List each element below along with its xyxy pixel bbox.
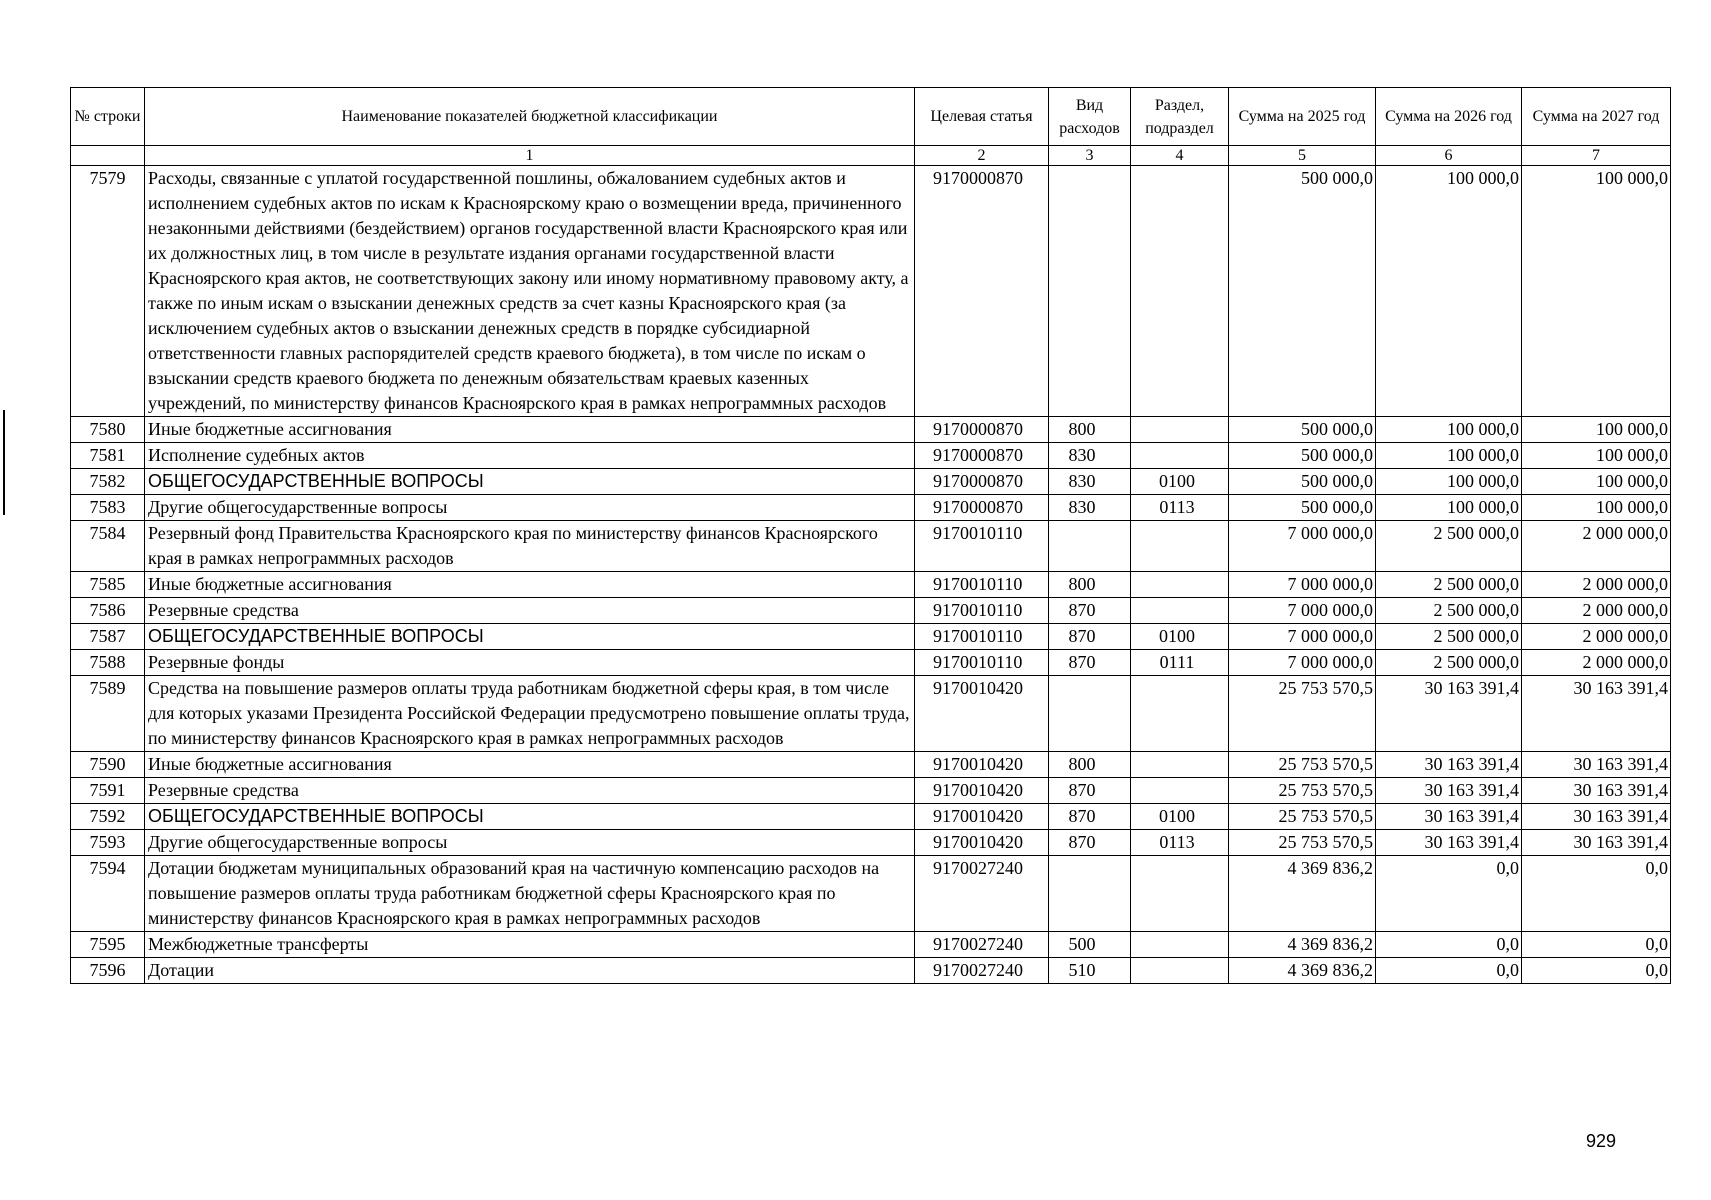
target-article-code: 9170000870 bbox=[915, 417, 1049, 443]
sum-2026: 0,0 bbox=[1376, 932, 1522, 958]
sum-2026: 100 000,0 bbox=[1376, 166, 1522, 417]
row-number: 7579 bbox=[71, 166, 145, 417]
column-number: 1 bbox=[145, 146, 915, 166]
expense-type-code bbox=[1049, 521, 1131, 572]
section-code bbox=[1131, 778, 1229, 804]
header-vid: Вид расходов bbox=[1049, 88, 1131, 146]
sum-2027: 2 000 000,0 bbox=[1522, 572, 1671, 598]
expense-type-code: 500 bbox=[1049, 932, 1131, 958]
target-article-code: 9170000870 bbox=[915, 495, 1049, 521]
sum-2027: 100 000,0 bbox=[1522, 443, 1671, 469]
section-code: 0111 bbox=[1131, 650, 1229, 676]
row-name: Расходы, связанные с уплатой государственной пошлины, обжалованием судебных актов и исполнением судебных актов по искам к Красноярскому краю о возмещении вреда, причиненного незаконными действиями (бездействием) органов государственной власти Красноярского края или их должностных лиц, в том числе в результате издания органами государственной власти Красноярского края актов, не соответствующих закону или иному нормативному правовому акту, а также по иным искам о взыскании денежных средств за счет казны Красноярского края (за исключением судебных актов о взыскании денежных средств в порядке субсидиарной ответственности главных распорядителей средств краевого бюджета), в том числе по искам о взыскании средств краевого бюджета по денежным обязательствам краевых казенных учреждений, по министерству финансов Красноярского края в рамках непрограммных расходов bbox=[145, 166, 915, 417]
row-number: 7592 bbox=[71, 804, 145, 830]
table-row bbox=[71, 495, 1671, 521]
expense-type-code bbox=[1049, 676, 1131, 752]
row-number: 7588 bbox=[71, 650, 145, 676]
sum-2026: 0,0 bbox=[1376, 958, 1522, 984]
budget-table bbox=[70, 87, 1671, 984]
target-article-code: 9170010420 bbox=[915, 804, 1049, 830]
sum-2027: 100 000,0 bbox=[1522, 417, 1671, 443]
row-name: Резервные средства bbox=[145, 778, 915, 804]
sum-2027: 30 163 391,4 bbox=[1522, 830, 1671, 856]
sum-2027: 30 163 391,4 bbox=[1522, 778, 1671, 804]
table-row bbox=[71, 624, 1671, 650]
expense-type-code: 830 bbox=[1049, 469, 1131, 495]
sum-2025: 500 000,0 bbox=[1229, 443, 1376, 469]
column-number-row bbox=[71, 146, 1671, 166]
section-code bbox=[1131, 572, 1229, 598]
row-name: Резервные фонды bbox=[145, 650, 915, 676]
expense-type-code: 800 bbox=[1049, 752, 1131, 778]
target-article-code: 9170000870 bbox=[915, 166, 1049, 417]
sum-2025: 25 753 570,5 bbox=[1229, 830, 1376, 856]
header-sum-2025: Сумма на 2025 год bbox=[1229, 88, 1376, 146]
sum-2026: 30 163 391,4 bbox=[1376, 778, 1522, 804]
row-number: 7583 bbox=[71, 495, 145, 521]
sum-2025: 7 000 000,0 bbox=[1229, 624, 1376, 650]
row-number: 7590 bbox=[71, 752, 145, 778]
sum-2026: 2 500 000,0 bbox=[1376, 598, 1522, 624]
row-number: 7595 bbox=[71, 932, 145, 958]
section-code: 0113 bbox=[1131, 495, 1229, 521]
row-number: 7594 bbox=[71, 856, 145, 932]
expense-type-code: 870 bbox=[1049, 624, 1131, 650]
table-row bbox=[71, 166, 1671, 417]
section-code bbox=[1131, 598, 1229, 624]
sum-2025: 25 753 570,5 bbox=[1229, 778, 1376, 804]
column-number: 2 bbox=[915, 146, 1049, 166]
table-row bbox=[71, 417, 1671, 443]
table-row bbox=[71, 804, 1671, 830]
row-name: ОБЩЕГОСУДАРСТВЕННЫЕ ВОПРОСЫ bbox=[145, 804, 915, 830]
sum-2026: 30 163 391,4 bbox=[1376, 830, 1522, 856]
row-number: 7585 bbox=[71, 572, 145, 598]
sum-2025: 4 369 836,2 bbox=[1229, 932, 1376, 958]
target-article-code: 9170010110 bbox=[915, 598, 1049, 624]
section-code bbox=[1131, 752, 1229, 778]
column-number: 6 bbox=[1376, 146, 1522, 166]
target-article-code: 9170000870 bbox=[915, 443, 1049, 469]
expense-type-code: 830 bbox=[1049, 443, 1131, 469]
sum-2027: 2 000 000,0 bbox=[1522, 650, 1671, 676]
section-code bbox=[1131, 443, 1229, 469]
target-article-code: 9170010420 bbox=[915, 830, 1049, 856]
row-name: Иные бюджетные ассигнования bbox=[145, 572, 915, 598]
section-code bbox=[1131, 856, 1229, 932]
table-row bbox=[71, 443, 1671, 469]
column-number: 3 bbox=[1049, 146, 1131, 166]
row-name: Средства на повышение размеров оплаты труда работникам бюджетной сферы края, в том числе для которых указами Президента Российской Федерации предусмотрено повышение оплаты труда, по министерству финансов Красноярского края в рамках непрограммных расходов bbox=[145, 676, 915, 752]
table-row bbox=[71, 830, 1671, 856]
sum-2025: 7 000 000,0 bbox=[1229, 572, 1376, 598]
expense-type-code: 830 bbox=[1049, 495, 1131, 521]
expense-type-code: 800 bbox=[1049, 417, 1131, 443]
target-article-code: 9170010110 bbox=[915, 572, 1049, 598]
row-number: 7580 bbox=[71, 417, 145, 443]
column-number: 7 bbox=[1522, 146, 1671, 166]
row-number: 7584 bbox=[71, 521, 145, 572]
row-number: 7587 bbox=[71, 624, 145, 650]
section-code: 0113 bbox=[1131, 830, 1229, 856]
sum-2026: 2 500 000,0 bbox=[1376, 572, 1522, 598]
expense-type-code: 510 bbox=[1049, 958, 1131, 984]
expense-type-code bbox=[1049, 856, 1131, 932]
sum-2025: 25 753 570,5 bbox=[1229, 804, 1376, 830]
section-code: 0100 bbox=[1131, 624, 1229, 650]
sum-2026: 100 000,0 bbox=[1376, 469, 1522, 495]
target-article-code: 9170000870 bbox=[915, 469, 1049, 495]
expense-type-code: 870 bbox=[1049, 778, 1131, 804]
sum-2025: 500 000,0 bbox=[1229, 495, 1376, 521]
sum-2027: 0,0 bbox=[1522, 958, 1671, 984]
target-article-code: 9170010110 bbox=[915, 650, 1049, 676]
sum-2027: 100 000,0 bbox=[1522, 469, 1671, 495]
sum-2025: 4 369 836,2 bbox=[1229, 856, 1376, 932]
table-row bbox=[71, 932, 1671, 958]
sum-2027: 2 000 000,0 bbox=[1522, 598, 1671, 624]
table-row bbox=[71, 650, 1671, 676]
target-article-code: 9170027240 bbox=[915, 958, 1049, 984]
column-number bbox=[71, 146, 145, 166]
expense-type-code: 870 bbox=[1049, 598, 1131, 624]
target-article-code: 9170027240 bbox=[915, 932, 1049, 958]
section-code: 0100 bbox=[1131, 469, 1229, 495]
page-number: 929 bbox=[1586, 1131, 1617, 1151]
target-article-code: 9170010110 bbox=[915, 624, 1049, 650]
table-row bbox=[71, 778, 1671, 804]
sum-2027: 30 163 391,4 bbox=[1522, 676, 1671, 752]
sum-2026: 100 000,0 bbox=[1376, 417, 1522, 443]
sum-2026: 30 163 391,4 bbox=[1376, 752, 1522, 778]
row-name: Межбюджетные трансферты bbox=[145, 932, 915, 958]
sum-2025: 25 753 570,5 bbox=[1229, 676, 1376, 752]
sum-2025: 7 000 000,0 bbox=[1229, 650, 1376, 676]
sum-2025: 500 000,0 bbox=[1229, 469, 1376, 495]
header-name: Наименование показателей бюджетной классификации bbox=[145, 88, 915, 146]
table-row bbox=[71, 676, 1671, 752]
table-body bbox=[71, 166, 1671, 984]
row-name: Исполнение судебных актов bbox=[145, 443, 915, 469]
sum-2025: 4 369 836,2 bbox=[1229, 958, 1376, 984]
section-code bbox=[1131, 676, 1229, 752]
table-row bbox=[71, 521, 1671, 572]
header-row bbox=[71, 88, 1671, 146]
column-number: 4 bbox=[1131, 146, 1229, 166]
sum-2026: 100 000,0 bbox=[1376, 443, 1522, 469]
header-razdel: Раздел, подраздел bbox=[1131, 88, 1229, 146]
row-name: Резервные средства bbox=[145, 598, 915, 624]
sum-2025: 7 000 000,0 bbox=[1229, 521, 1376, 572]
sum-2027: 2 000 000,0 bbox=[1522, 521, 1671, 572]
sum-2025: 500 000,0 bbox=[1229, 166, 1376, 417]
target-article-code: 9170010420 bbox=[915, 778, 1049, 804]
row-number: 7591 bbox=[71, 778, 145, 804]
expense-type-code: 870 bbox=[1049, 650, 1131, 676]
header-sum-2027: Сумма на 2027 год bbox=[1522, 88, 1671, 146]
target-article-code: 9170010420 bbox=[915, 752, 1049, 778]
expense-type-code bbox=[1049, 166, 1131, 417]
table-row bbox=[71, 958, 1671, 984]
table-row bbox=[71, 856, 1671, 932]
row-number: 7596 bbox=[71, 958, 145, 984]
sum-2026: 30 163 391,4 bbox=[1376, 804, 1522, 830]
row-name: Иные бюджетные ассигнования bbox=[145, 752, 915, 778]
sum-2027: 100 000,0 bbox=[1522, 166, 1671, 417]
target-article-code: 9170010420 bbox=[915, 676, 1049, 752]
row-name: Дотации бюджетам муниципальных образований края на частичную компенсацию расходов на повышение размеров оплаты труда работникам бюджетной сферы Красноярского края по министерству финансов Красноярского края в рамках непрограммных расходов bbox=[145, 856, 915, 932]
row-number: 7586 bbox=[71, 598, 145, 624]
sum-2026: 2 500 000,0 bbox=[1376, 624, 1522, 650]
row-number: 7589 bbox=[71, 676, 145, 752]
sum-2027: 0,0 bbox=[1522, 856, 1671, 932]
expense-type-code: 800 bbox=[1049, 572, 1131, 598]
margin-mark bbox=[3, 410, 5, 515]
section-code bbox=[1131, 958, 1229, 984]
sum-2026: 2 500 000,0 bbox=[1376, 650, 1522, 676]
table-row bbox=[71, 469, 1671, 495]
sum-2025: 500 000,0 bbox=[1229, 417, 1376, 443]
sum-2026: 0,0 bbox=[1376, 856, 1522, 932]
section-code bbox=[1131, 932, 1229, 958]
sum-2026: 2 500 000,0 bbox=[1376, 521, 1522, 572]
row-number: 7582 bbox=[71, 469, 145, 495]
sum-2027: 2 000 000,0 bbox=[1522, 624, 1671, 650]
header-row-no: № строки bbox=[71, 88, 145, 146]
table-row bbox=[71, 572, 1671, 598]
section-code bbox=[1131, 166, 1229, 417]
expense-type-code: 870 bbox=[1049, 830, 1131, 856]
sum-2027: 30 163 391,4 bbox=[1522, 752, 1671, 778]
row-number: 7581 bbox=[71, 443, 145, 469]
column-number: 5 bbox=[1229, 146, 1376, 166]
row-name: Дотации bbox=[145, 958, 915, 984]
row-name: Резервный фонд Правительства Красноярского края по министерству финансов Красноярского края в рамках непрограммных расходов bbox=[145, 521, 915, 572]
expense-type-code: 870 bbox=[1049, 804, 1131, 830]
row-name: Другие общегосударственные вопросы bbox=[145, 495, 915, 521]
sum-2026: 100 000,0 bbox=[1376, 495, 1522, 521]
row-name: ОБЩЕГОСУДАРСТВЕННЫЕ ВОПРОСЫ bbox=[145, 624, 915, 650]
sum-2027: 0,0 bbox=[1522, 932, 1671, 958]
row-name: Иные бюджетные ассигнования bbox=[145, 417, 915, 443]
table-row bbox=[71, 752, 1671, 778]
row-number: 7593 bbox=[71, 830, 145, 856]
section-code bbox=[1131, 417, 1229, 443]
sum-2026: 30 163 391,4 bbox=[1376, 676, 1522, 752]
target-article-code: 9170010110 bbox=[915, 521, 1049, 572]
section-code: 0100 bbox=[1131, 804, 1229, 830]
row-name: Другие общегосударственные вопросы bbox=[145, 830, 915, 856]
header-sum-2026: Сумма на 2026 год bbox=[1376, 88, 1522, 146]
sum-2027: 100 000,0 bbox=[1522, 495, 1671, 521]
section-code bbox=[1131, 521, 1229, 572]
header-code: Целевая статья bbox=[915, 88, 1049, 146]
table-row bbox=[71, 598, 1671, 624]
target-article-code: 9170027240 bbox=[915, 856, 1049, 932]
sum-2027: 30 163 391,4 bbox=[1522, 804, 1671, 830]
sum-2025: 25 753 570,5 bbox=[1229, 752, 1376, 778]
row-name: ОБЩЕГОСУДАРСТВЕННЫЕ ВОПРОСЫ bbox=[145, 469, 915, 495]
sum-2025: 7 000 000,0 bbox=[1229, 598, 1376, 624]
